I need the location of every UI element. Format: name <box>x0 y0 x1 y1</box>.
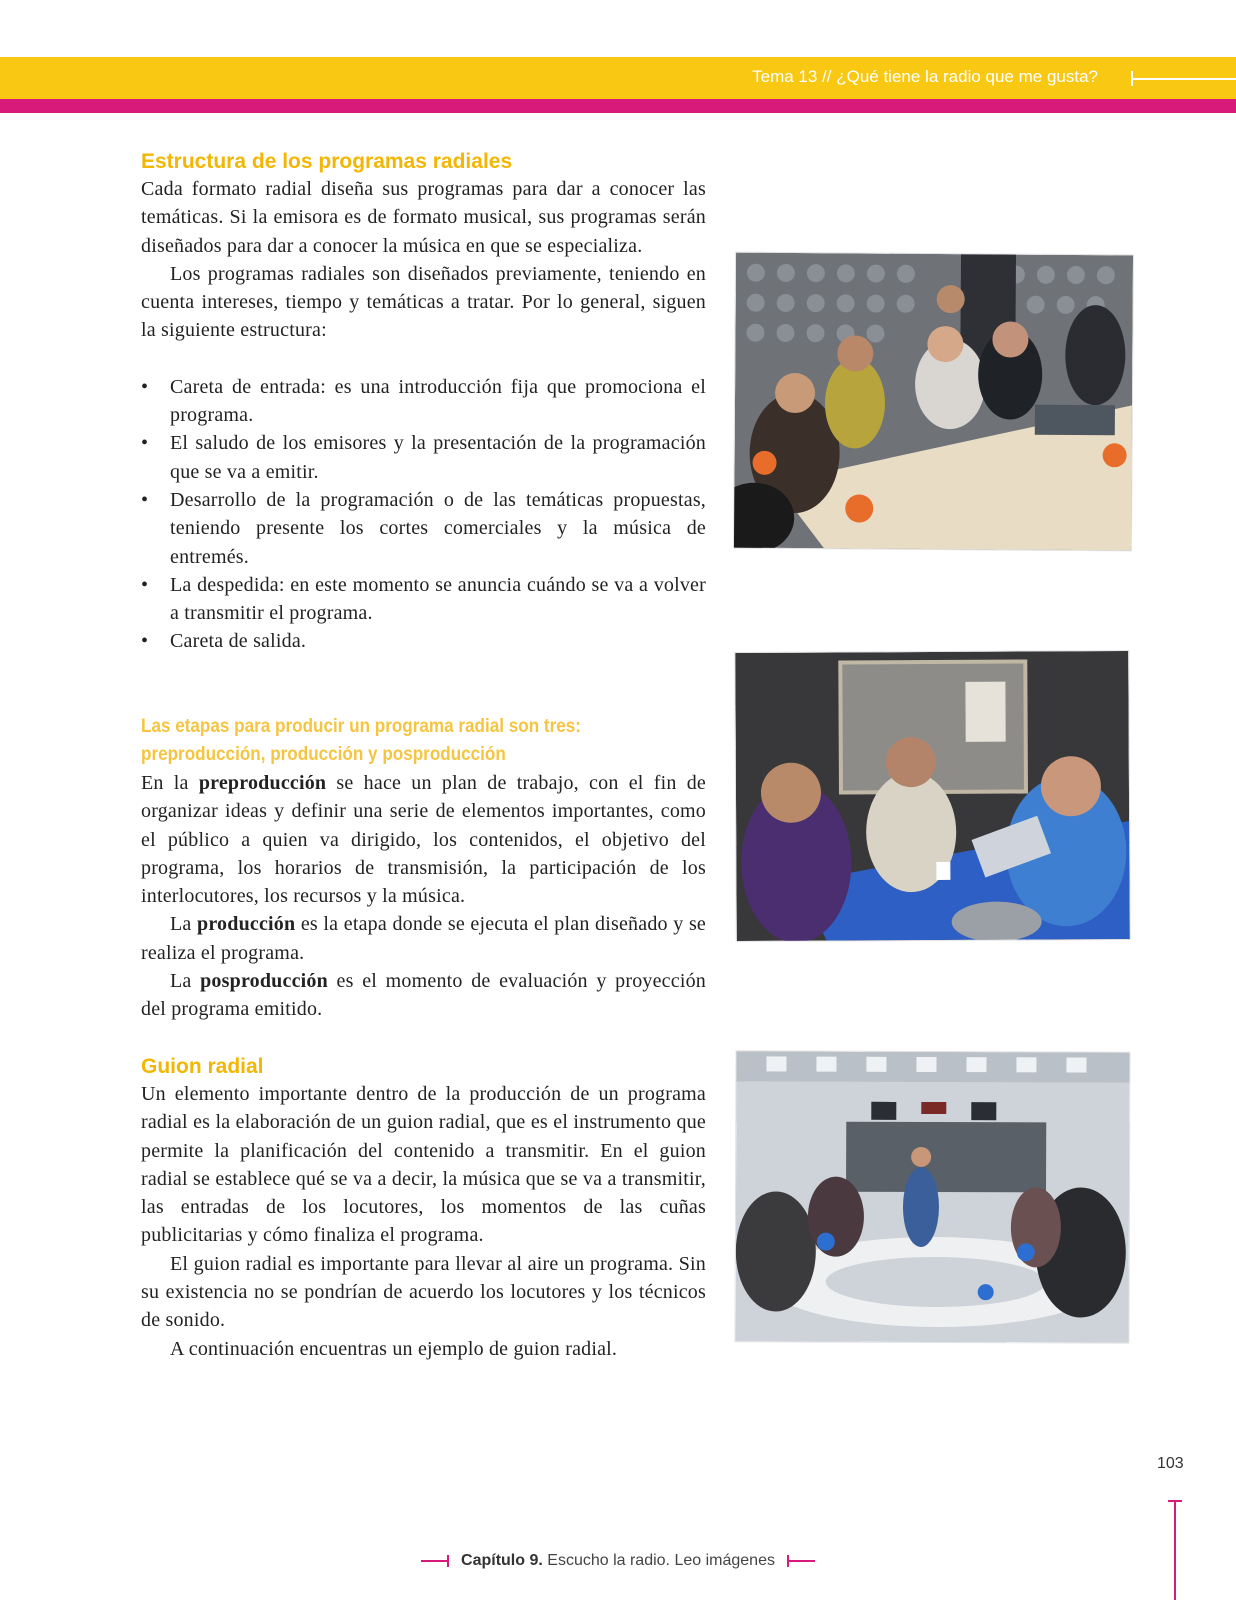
section-heading: Guion radial <box>141 1055 264 1078</box>
paragraph: El guion radial es importante para llevar al aire un programa. Sin su existencia no se pondrían de acuerdo los locutores y los técnicos de sonido. <box>141 1252 706 1332</box>
footer <box>0 1552 1236 1570</box>
section-structure <box>141 149 706 656</box>
list-item: • El saludo de los emisores y la presentación de la programación que se va a emitir. <box>141 429 706 486</box>
list-item: • Desarrollo de la programación o de las temáticas propuestas, teniendo presente los cortes comerciales y la música de entremés. <box>141 486 706 571</box>
paragraph: Un elemento importante dentro de la producción de un programa radial es la elaboración de un guion radial, que es el instrumento que permite la planificación del contenido a transmitir. En el guion radial se establece qué se va a decir, la música que se va a transmitir, las entradas de los locutores, los momentos de las cuñas publicitarias y cómo finaliza el programa. <box>141 1083 706 1247</box>
section-subheading: Las etapas para producir un programa radial son tres: preproducción, producción y posproducción <box>141 716 581 765</box>
bullet-list <box>141 373 706 656</box>
paragraph: Los programas radiales son diseñados previamente, teniendo en cuenta intereses, tiempo y temáticas a tratar. Por lo general, siguen la siguiente estructura: <box>141 262 706 342</box>
footer-chapter: Capítulo 9. <box>461 1552 543 1569</box>
photo-large-radio-studio <box>735 1051 1129 1342</box>
list-item: • Careta de entrada: es una introducción fija que promociona el programa. <box>141 373 706 430</box>
list-item: • Careta de salida. <box>141 627 706 655</box>
photo-presenters-with-headphones <box>735 651 1130 941</box>
footer-chapter-title: Escucho la radio. Leo imágenes <box>547 1552 775 1569</box>
paragraph: La producción es la etapa donde se ejecuta el plan diseñado y se realiza el programa. <box>141 913 706 964</box>
section-stages <box>141 713 706 1024</box>
page-number: 103 <box>1157 1455 1184 1472</box>
header-rule <box>1131 78 1236 80</box>
header-accent-band <box>0 99 1236 113</box>
footer-rule-left <box>421 1560 449 1562</box>
term-preproduccion: preproducción <box>198 772 327 794</box>
term-posproduccion: posproducción <box>200 970 328 993</box>
section-heading: Estructura de los programas radiales <box>141 150 513 173</box>
footer-rule-right <box>787 1560 815 1562</box>
list-item: • La despedida: en este momento se anuncia cuándo se va a volver a transmitir el programa. <box>141 571 706 628</box>
paragraph: La posproducción es el momento de evaluación y proyección del programa emitido. <box>141 970 706 1021</box>
paragraph: Cada formato radial diseña sus programas para dar a conocer las temáticas. Si la emisora es de formato musical, sus programas serán diseñados para dar a conocer la música en que se especializa. <box>141 178 706 257</box>
term-produccion: producción <box>197 913 296 936</box>
section-script <box>141 1054 706 1363</box>
photo-radio-studio-table <box>734 253 1133 551</box>
page-rule <box>1174 1500 1176 1600</box>
paragraph: A continuación encuentras un ejemplo de guion radial. <box>170 1337 618 1360</box>
header-title: Tema 13 // ¿Qué tiene la radio que me gusta? <box>752 67 1098 86</box>
paragraph: En la preproducción se hace un plan de trabajo, con el fin de organizar ideas y definir una serie de elementos importantes, como el público a quien va dirigido, los contenidos, el objetivo del programa, los horarios de transmisión, la participación de los interlocutores, los recursos y la música. <box>141 772 706 908</box>
